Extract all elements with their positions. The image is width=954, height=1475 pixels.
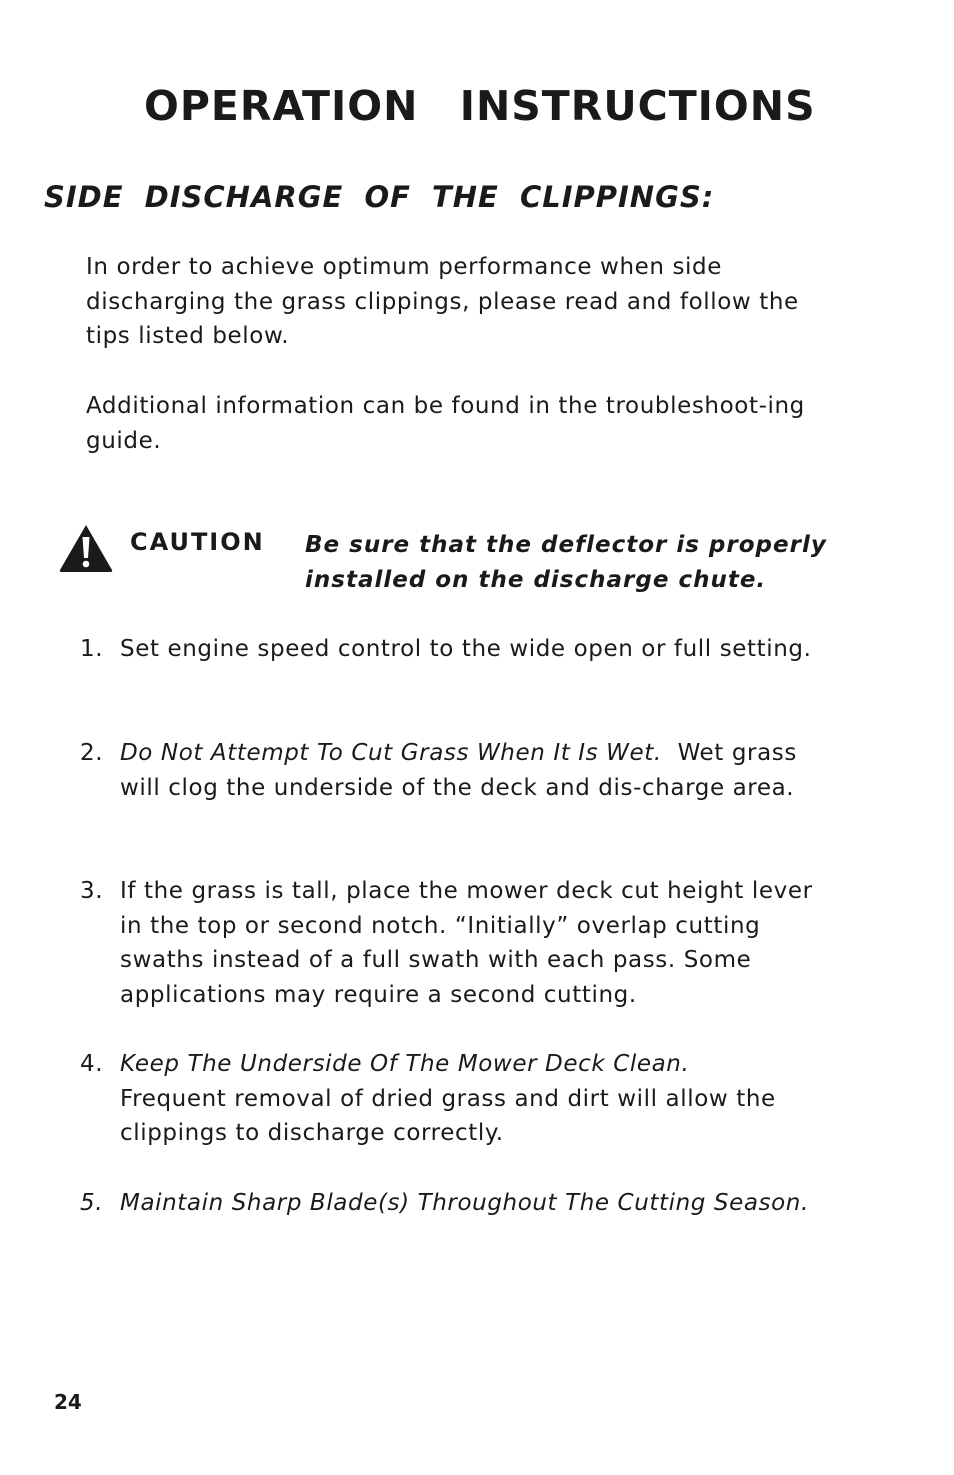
additional-info-paragraph: Additional information can be found in the troubleshoot-ing guide. (86, 393, 805, 454)
step-text: Set engine speed control to the wide open or full setting. (120, 636, 812, 662)
caution-label: CAUTION (130, 528, 265, 556)
step-text: If the grass is tall, place the mower deck cut height lever in the top or second notch. “Initially” overlap cutting swaths instead of a full swath with each pass. Some applications may require a second cutting. (120, 878, 813, 1008)
warning-triangle-icon (58, 523, 114, 573)
page-title: OPERATION INSTRUCTIONS (144, 82, 816, 130)
step-1 (80, 632, 820, 667)
step-5 (80, 1186, 820, 1221)
step-number: 2. (80, 740, 104, 766)
page-number: 24 (54, 1390, 82, 1414)
step-4 (80, 1047, 820, 1151)
section-title: SIDE DISCHARGE OF THE CLIPPINGS: (44, 180, 715, 214)
step-number: 3. (80, 878, 104, 904)
step-number: 4. (80, 1051, 104, 1077)
step-emphasis: Keep The Underside Of The Mower Deck Clean. (120, 1051, 690, 1077)
step-2 (80, 736, 820, 805)
step-number: 1. (80, 636, 104, 662)
caution-text: Be sure that the deflector is properly installed on the discharge chute. (305, 532, 827, 593)
step-text: Wet grass will clog the underside of the deck and dis-charge area. (120, 740, 797, 801)
step-3 (80, 874, 820, 1012)
intro-paragraph: In order to achieve optimum performance when side discharging the grass clippings, please read and follow the tips listed below. (86, 254, 799, 349)
step-text: Maintain Sharp Blade(s) Throughout The Cutting Season. (120, 1190, 809, 1216)
step-text: Frequent removal of dried grass and dirt will allow the clippings to discharge correctly. (120, 1085, 776, 1146)
step-number: 5. (80, 1190, 104, 1216)
step-emphasis: Do Not Attempt To Cut Grass When It Is Wet. (120, 740, 662, 766)
